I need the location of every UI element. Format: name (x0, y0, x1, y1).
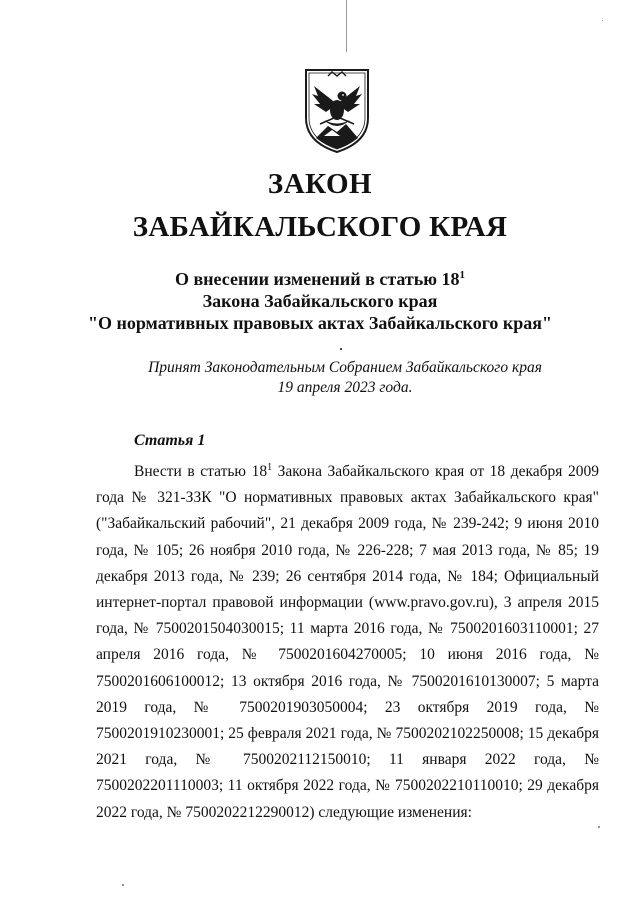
body-intro: Внести в статью 18 (134, 463, 268, 480)
subtitle-line-1: О внесении изменений в статью $18^1$ (174, 269, 466, 289)
body-intro-sup: 1 (267, 461, 273, 473)
subtitle-line-3: "О нормативных правовых актах Забайкальского края" (87, 313, 553, 333)
scan-speck (602, 20, 603, 21)
subtitle-line-2: Закона Забайкальского края (202, 291, 438, 311)
scan-artifact-line (346, 0, 347, 52)
adoption-line-1: Принят Законодательным Собранием Забайкальского края (148, 359, 542, 376)
body-rest: Закона Забайкальского края от 18 декабря 2009 года № 321-ЗЗК "О нормативных правовых актах Забайкальского края" ("Забайкальский рабочий", 21 декабря 2009 года, № 239-242; 9 июня 2010 года, № 105; 26 ноября 2010 года, № 226-228; 7 мая 2013 года, № 85; 19 декабря 2013 года, № 239; 26 сентября 2014 года, № 184; Официальный интернет-портал правовой информации (www.pravo.gov.ru), 3 апреля 2015 года, № 7500201504030015; 11 марта 2016 года, № 7500201603110001; 27 апреля 2016 года, № 7500201604270005; 10 июня 2016 года, № 7500201606100012; 13 октября 2016 года, № 7500201610130007; 5 марта 2019 года, № 7500201903050004; 23 октября 2019 года, № 7500201910230001; 25 февраля 2021 года, № 7500202102250008; 15 декабря 2021 года, № 7500202112150010; 11 января 2022 года, № 7500202201110003; 11 октября 2022 года, № 7500202210110010; 29 декабря 2022 года, № 7500202212290012) следующие изменения: (96, 463, 599, 821)
region-title: ЗАБАЙКАЛЬСКОГО КРАЯ (132, 211, 508, 243)
scan-speck (122, 884, 124, 886)
adoption-line-2: 19 апреля 2023 года. (277, 379, 413, 396)
article-body (96, 459, 599, 826)
coat-of-arms-icon (298, 66, 376, 154)
adoption-note (0, 358, 640, 398)
article-heading: Статья 1 (134, 432, 206, 449)
scan-speck (598, 826, 600, 828)
law-subtitle (0, 268, 640, 334)
law-title: ЗАКОН (267, 168, 373, 200)
scan-speck (340, 348, 342, 350)
